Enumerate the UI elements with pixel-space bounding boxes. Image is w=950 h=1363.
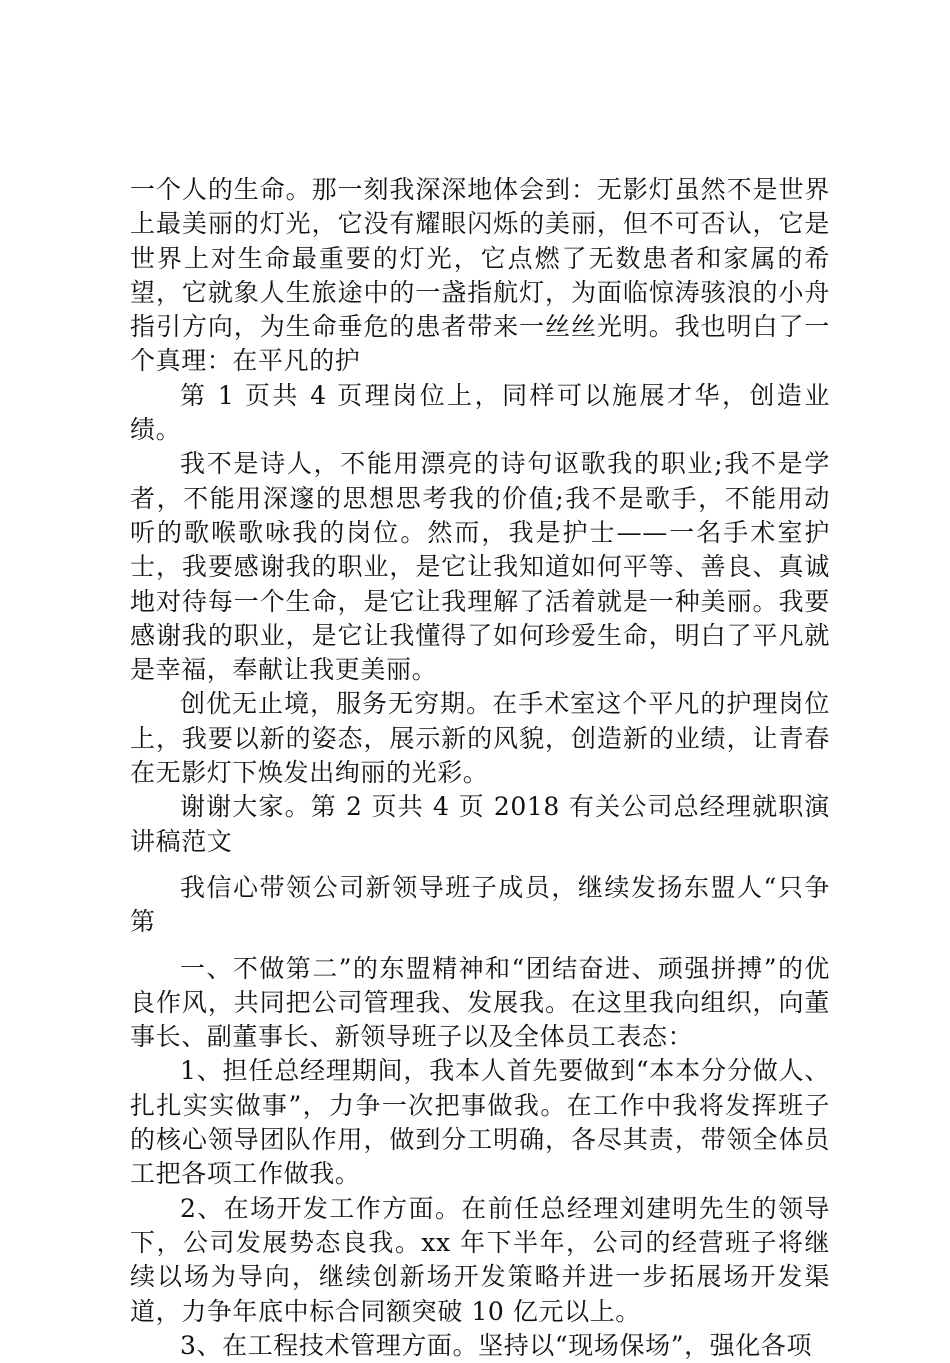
paragraph-3: 我不是诗人，不能用漂亮的诗句讴歌我的职业;我不是学者，不能用深邃的思想思考我的价值;我不是歌手，不能用动听的歌喉歌咏我的岗位。然而，我是护士——一名手术室护士，我要感谢我的职业，是它让我知道如何平等、善良、真诚地对待每一个生命，是它让我理解了活着就是一种美丽。我要感谢我的职业，是它让我懂得了如何珍爱生命，明白了平凡就是幸福，奉献让我更美丽。 (130, 449, 830, 685)
paragraph-6: 我信心带领公司新领导班子成员，继续发扬东盟人“只争第 (130, 872, 830, 937)
document-body (130, 173, 830, 1363)
paragraph-2: 第 1 页共 4 页理岗位上，同样可以施展才华，创造业绩。 (130, 380, 830, 445)
paragraph-10: 3、在工程技术管理方面。坚持以“现场保场”，强化各项 (180, 1330, 813, 1360)
paragraph-8: 1、担任总经理期间，我本人首先要做到“本本分分做人、扎扎实实做事”，力争一次把事做我。在工作中我将发挥班子的核心领导团队作用，做到分工明确，各尽其责，带领全体员工把各项工作做我。 (130, 1056, 830, 1189)
paragraph-7: 一、不做第二”的东盟精神和“团结奋进、顽强拼搏”的优良作风，共同把公司管理我、发展我。在这里我向组织，向董事长、副董事长、新领导班子以及全体员工表态： (130, 953, 830, 1052)
paragraph-9: 2、在场开发工作方面。在前任总经理刘建明先生的领导下，公司发展势态良我。xx 年下半年，公司的经营班子将继续以场为导向，继续创新场开发策略并进一步拓展场开发渠道，力争年底中标合同额突破 10 亿元以上。 (130, 1193, 830, 1326)
paragraph-5: 谢谢大家。第 2 页共 4 页 2018 有关公司总经理就职演讲稿范文 (130, 792, 830, 856)
paragraph-1: 一个人的生命。那一刻我深深地体会到：无影灯虽然不是世界上最美丽的灯光，它没有耀眼闪烁的美丽，但不可否认，它是世界上对生命最重要的灯光，它点燃了无数患者和家属的希望，它就象人生旅途中的一盏指航灯，为面临惊涛骇浪的小舟指引方向，为生命垂危的患者带来一丝丝光明。我也明白了一个真理：在平凡的护 (130, 175, 830, 376)
paragraph-4: 创优无止境，服务无穷期。在手术室这个平凡的护理岗位上，我要以新的姿态，展示新的风貌，创造新的业绩，让青春在无影灯下焕发出绚丽的光彩。 (130, 689, 830, 788)
